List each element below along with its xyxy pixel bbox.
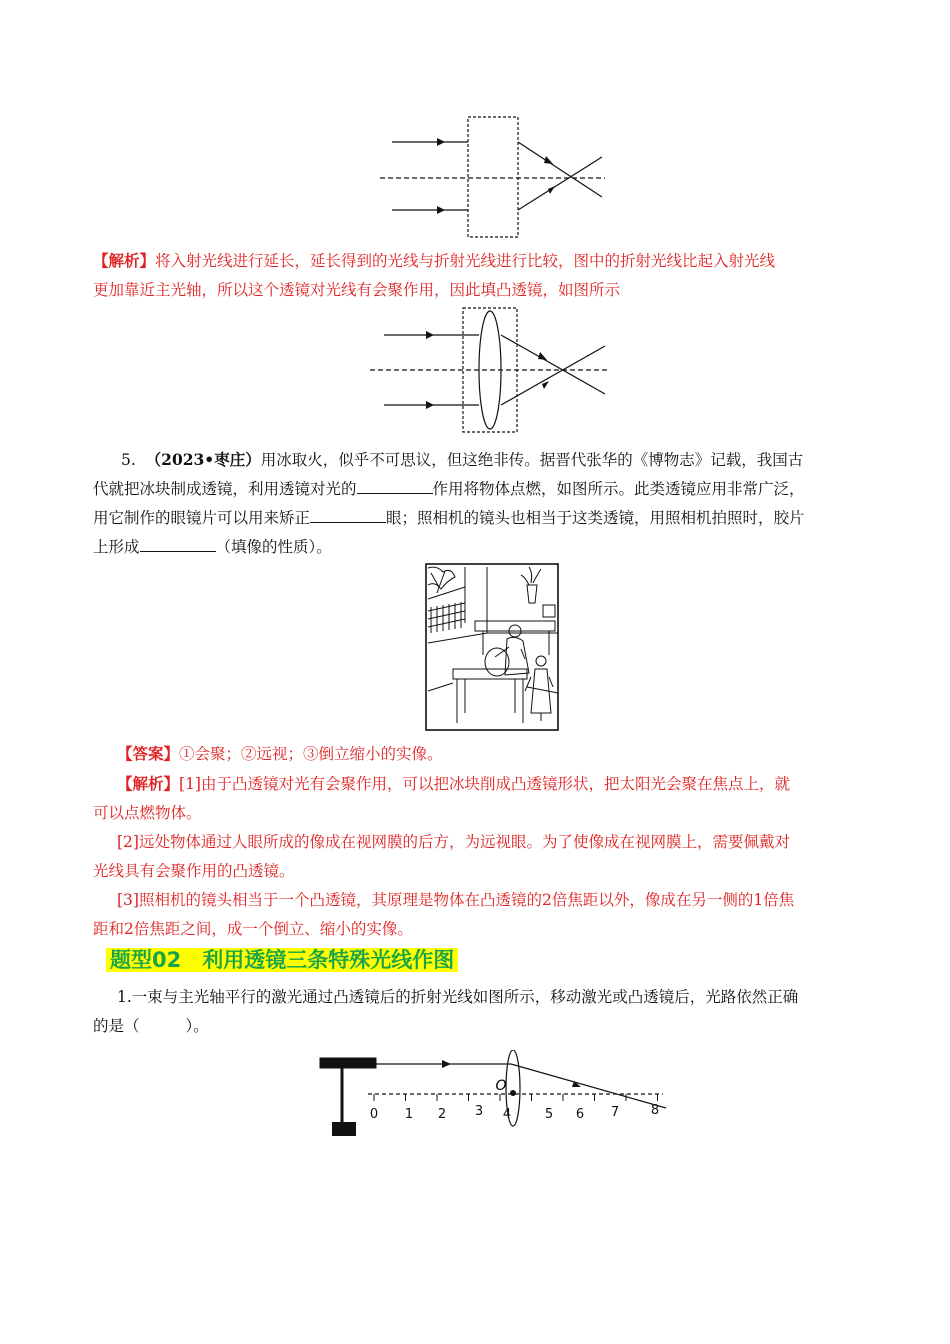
analysis-label: 【解析】: [117, 774, 180, 793]
section-heading: [106, 945, 458, 976]
question-1: [93, 983, 798, 1041]
answer-blank-3[interactable]: [140, 534, 216, 552]
ruler-tick-label: 3: [474, 1104, 484, 1119]
question-text: 上形成: [93, 538, 140, 556]
answer-5: [93, 739, 794, 944]
answer-blank-1[interactable]: [357, 476, 433, 494]
analysis-text: [3]照相机的镜头相当于一个凸透镜，其原理是物体在凸透镜的2倍焦距以外，像成在另一侧的1倍焦: [117, 891, 795, 909]
ruler-tick-label: 7: [610, 1105, 620, 1120]
laser-stand-base: [332, 1122, 356, 1136]
analysis-text: 距和2倍焦距之间，成一个倒立、缩小的实像。: [93, 920, 413, 938]
question-text: 用冰取火，似乎不可思议，但这绝非传。据晋代张华的《博物志》记载，我国古: [260, 451, 804, 469]
question-text: ）。: [185, 1017, 209, 1035]
ruler-tick-label: 6: [575, 1107, 585, 1122]
question-text: （填像的性质）。: [215, 538, 332, 556]
analysis-text: 可以点燃物体。: [93, 804, 202, 822]
question-number: 5.: [121, 451, 136, 469]
convex-lens-diagram: [370, 306, 610, 436]
answer-text: ①会聚；②远视；③倒立缩小的实像。: [179, 745, 443, 763]
answer-label: 【答案】: [117, 744, 180, 763]
ruler-tick-label: 4: [502, 1107, 512, 1122]
question-text: 的是（: [93, 1017, 140, 1035]
question-source: （2023•枣庄）: [145, 450, 261, 469]
analysis-text: [1]由于凸透镜对光有会聚作用，可以把冰块削成凸透镜形状，把太阳光会聚在焦点上，就: [179, 775, 790, 793]
lens-center-label: O: [495, 1078, 507, 1094]
ruler-tick-label: 5: [544, 1107, 554, 1122]
ancient-ice-lens-illustration: [425, 563, 559, 731]
analysis-text: 将入射光线进行延长，延长得到的光线与折射光线进行比较，图中的折射光线比起入射光线: [155, 252, 776, 270]
ruler-tick-label: 0: [369, 1107, 379, 1122]
ruler-tick-label: 1: [404, 1107, 414, 1122]
lens-center-point: [510, 1090, 516, 1096]
ruler-tick-label: 2: [437, 1107, 447, 1122]
question-text: 作用将物体点燃，如图所示。此类透镜应用非常广泛，: [432, 480, 805, 498]
question-text: 眼；照相机的镜头也相当于这类透镜，用照相机拍照时，胶片: [386, 509, 805, 527]
question-5: [93, 445, 805, 562]
question-text: 用它制作的眼镜片可以用来矫正: [93, 509, 311, 527]
question-text: 1.一束与主光轴平行的激光通过凸透镜后的折射光线如图所示，移动激光或凸透镜后，光路依然正确: [117, 988, 799, 1006]
analysis-label: 【解析】: [93, 251, 156, 270]
analysis-1: [93, 246, 775, 305]
laser-lens-ruler-diagram: [318, 1050, 670, 1140]
ruler-tick-label: 8: [650, 1103, 660, 1118]
lens-box-diagram: [370, 112, 610, 242]
answer-blank-2[interactable]: [310, 505, 386, 523]
analysis-text: [2]远处物体通过人眼所成的像成在视网膜的后方，为远视眼。为了使像成在视网膜上，需要佩戴对: [117, 833, 790, 851]
analysis-text: 更加靠近主光轴，所以这个透镜对光线有会聚作用，因此填凸透镜，如图所示: [93, 281, 621, 299]
question-text: 代就把冰块制成透镜，利用透镜对光的: [93, 480, 357, 498]
section-title: 题型02 利用透镜三条特殊光线作图: [106, 948, 458, 972]
analysis-text: 光线具有会聚作用的凸透镜。: [93, 862, 295, 880]
